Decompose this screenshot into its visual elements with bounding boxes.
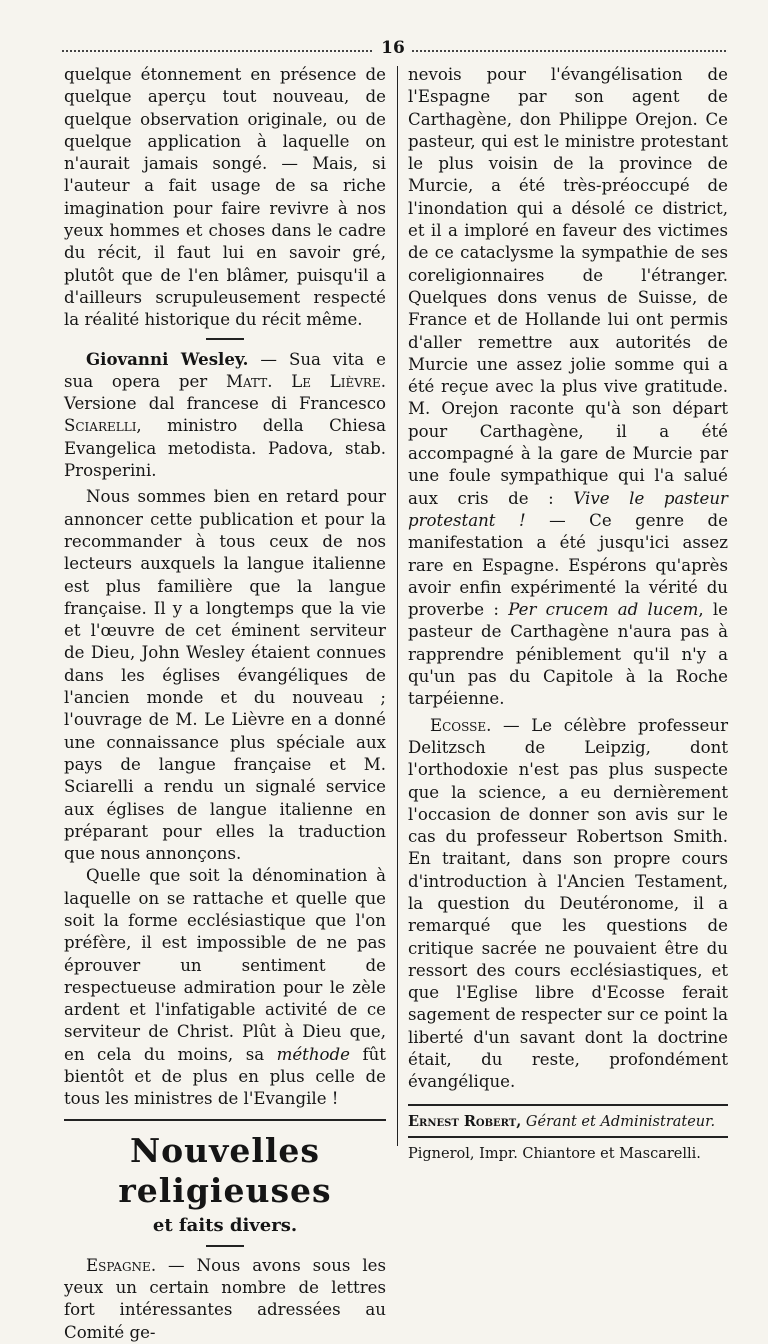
book-title: Giovanni Wesley. [86,348,249,369]
footer-credits [408,1112,728,1132]
horizontal-rule [64,1119,386,1121]
section-subtitle: et faits divers. [152,1214,298,1236]
news-text: nevois pour l'évangélisation de l'Espagne par son agent de Carthagène, don Philippe Orejon. Ce pasteur, qui est le ministre protestant le plus voisin de la province de Murcie, a été très-préoccupé de l'inondation qui a désolé ce district, et il a imploré en faveur des victimes de ce cataclysme la sympathie de ses coreligionnaires de l'étranger. Quelques dons venus de Suisse, de France et de Hollande lui ont permis d'aller remettre aux autorités de Murcie une assez jolie somme qui a été reçue avec la plus vive gratitude. M. Orejon raconte qu'à son départ pour Carthagène, il a été accompagné à la gare de Murcie par une foule sympathique qui l'a salué aux cris de : [408,65,728,508]
right-column [408,64,728,1164]
page-number: 16 [381,38,405,58]
footer-printer: Pignerol, Impr. Chiantore et Mascarelli. [408,1145,701,1162]
book-ref-text: Versione dal francese di Francesco [64,394,386,414]
footer-manager-role: Gérant et Administrateur. [525,1113,716,1130]
book-ref-text: ministro della Chiesa Evangelica metodista. Padova, stab. Prosperini. [64,416,386,481]
emphasis-text: Per crucem ad lucem [508,600,699,620]
left-column [64,64,386,1344]
book-ref-text: — Sua vita e sua opera per [64,349,386,391]
footer-manager-name: Ernest Robert, [408,1112,522,1130]
emphasis-text: Vive le pasteur protestant ! [408,488,728,530]
book-author: Matt. Le Lièvre. [225,371,386,391]
section-separator [206,1245,244,1247]
review-paragraph: Nous sommes bien en retard pour annoncer cette publication et pour la recommander à tous ceux de nos lecteurs auxquels la langue italienne est plus familière que la langue française. Il y a longtemps que la vie et l'œuvre de cet éminent serviteur de Dieu, John Wesley étaient connues dans les églises évangéliques de l'ancien monde et du nouveau ; l'ouvrage de M. Le Lièvre en a donné une connaissance plus spéciale aux pays de langue française et M. Sciarelli a rendu un signalé service aux églises de langue italienne en préparant pour elles la traduction que nous annonçons. [64,487,386,864]
news-item-ecosse [408,715,728,1094]
news-label: Ecosse. [430,715,492,735]
news-item-espagne [64,1255,386,1344]
footer-rule [408,1136,728,1138]
review-text: fût bientôt et de plus en plus celle de tous les ministres de l'Evangile ! [64,1044,386,1109]
section-title: Nouvelles religieuses [118,1130,332,1210]
footer-rule [408,1104,728,1106]
section-separator [206,338,244,340]
review-conclusion-paragraph: quelque étonnement en présence de quelque aperçu tout nouveau, de quelque observation originale, ou de quelque application à laquelle on n'aurait jamais songé. — Mais, si l'auteur a fait usage de sa riche imagination pour faire revivre à nos yeux hommes et choses dans le cadre du récit, il faut lui en savoir gré, plutôt que de l'en blâmer, puisqu'il a d'ailleurs scrupuleusement respecté la réalité historique du récit même. [64,65,386,330]
news-label: Espagne. [86,1255,157,1275]
column-divider [397,66,398,1146]
review-paragraph [64,865,386,1110]
page-header [62,40,726,60]
review-text: Quelle que soit la dénomination à laquelle on se rattache et quelle que soit la forme ecclésiastique que l'on préfère, il est impossible de ne pas éprouver un sentiment de respectueuse admiration pour le zèle ardent et l'infatigable activité de ce serviteur de Christ. Plût à Dieu que, en cela du moins, sa [64,866,386,1064]
book-translator: Sciarelli, [64,416,142,436]
news-text: — Ce genre de manifestation a été jusqu'ici assez rare en Espagne. Espérons qu'après avoir enfin expérimenté la vérité du proverbe : [408,510,728,620]
header-ornament-left [62,50,372,52]
news-text: , le pasteur de Carthagène n'aura pas à rapprendre péniblement qu'il n'y a qu'un pas du Capitole à la Roche tarpéienne. [408,600,728,709]
news-text: — Le célèbre professeur Delitzsch de Leipzig, dont l'orthodoxie n'est pas plus suspecte que la science, a eu dernièrement l'occasion de donner son avis sur le cas du professeur Robertson Smith. En traitant, dans son propre cours d'introduction à l'Ancien Testament, la question du Deutéronome, il a remarqué que les questions de critique sacrée ne pouvaient être du ressort des cours ecclésiastiques, et que l'Eglise libre d'Ecosse ferait sagement de respecter sur ce point la liberté d'un savant dont la doctrine était, du reste, profondément évangélique. [408,715,728,1092]
emphasis-text: méthode [276,1044,350,1064]
header-ornament-right [412,50,726,52]
news-item-espagne-continued [408,64,728,711]
book-reference [64,348,386,483]
news-text: — Nous avons sous les yeux un certain nombre de lettres fort intéressantes adressées au Comité ge- [64,1255,386,1342]
